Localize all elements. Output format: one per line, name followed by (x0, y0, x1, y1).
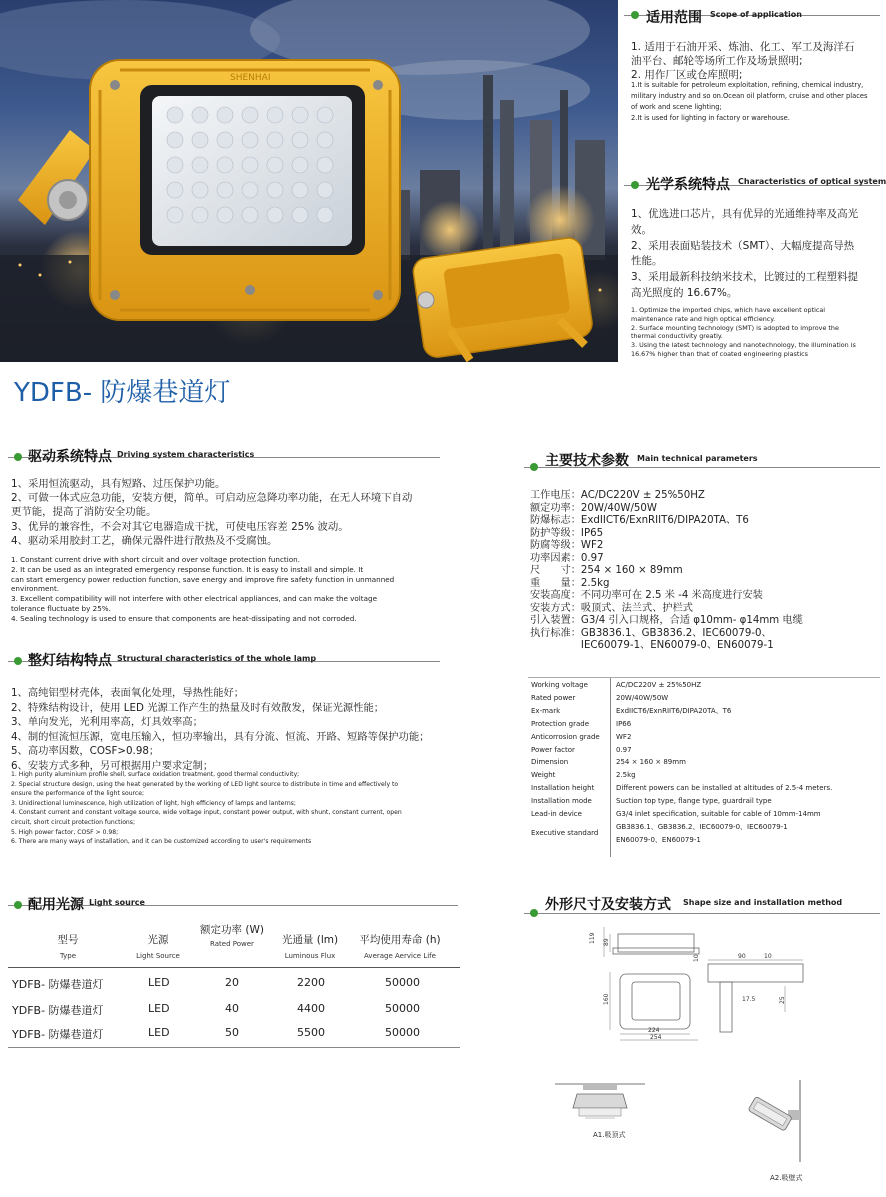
params-zh-line: 执行标准：GB3836.1、GB3836.2、IEC60079-0、 (530, 627, 772, 639)
params-zh-line: 防护等级：IP65 (530, 527, 604, 539)
structure-zh-line: 5、高功率因数，COSF>0.98； (11, 745, 160, 758)
dim-label: 90 (738, 953, 746, 960)
table-header-sub: Rated Power (210, 940, 254, 948)
driving-en-line: 2. It can be used as an integrated emergency response function. It is easy to install and simple. It (11, 564, 364, 574)
params-en-table (528, 677, 880, 857)
scope-en-line: 2.It is used for lighting in factory or warehouse. (631, 114, 790, 122)
param-value: AC/DC220V ± 25%50HZ (616, 681, 702, 689)
optical-en-line: 16.67% higher than that of coated engineering plastics (631, 349, 809, 358)
table-cell-source: LED (148, 976, 170, 989)
param-value: ExdIICT6/ExnRIIT6/DIPA20TA、T6 (616, 706, 732, 715)
params-zh-line: 安装高度：不同功率可在 2.5 米 -4 米高度进行安装 (530, 590, 763, 601)
dim-label: 254 (650, 1034, 662, 1041)
table-header-label: 额定功率 (W) (200, 924, 264, 936)
optical-zh-line: 效。 (631, 223, 652, 236)
light-source-title-en: Light source (89, 898, 145, 907)
structure-zh-line: 2、特殊结构设计，使用 LED 光源工作产生的热量及时有效散发，保证光源性能； (11, 701, 385, 714)
driving-title-en: Driving system characteristics (117, 450, 255, 459)
params-bullet-icon (530, 463, 538, 471)
optical-en-line: maintenance rate and high optical efficiency. (631, 314, 776, 323)
driving-zh-line: 更节能，提高了消防安全功能。 (11, 506, 157, 519)
wall-mount-drawing (740, 1080, 820, 1162)
table-row (8, 976, 460, 996)
params-title-en: Main technical parameters (637, 454, 758, 463)
structure-en-line: 3. Unidirectional luminescence, high utilization of light, high efficiency of lamps and lanterns; (11, 799, 296, 807)
shape-title: 外形尺寸及安装方式 (545, 897, 671, 913)
table-cell-power: 40 (225, 1002, 239, 1015)
driving-en-line: environment. (11, 584, 60, 594)
params-zh-line: 功率因素：0.97 (530, 552, 604, 564)
params-en-values (616, 679, 832, 847)
param-label: Protection grade (531, 719, 589, 728)
driving-en-line: can start emergency power reduction function, save energy and improve fire safety function in unmanned (11, 574, 395, 584)
hero-photo (0, 0, 618, 362)
optical-title: 光学系统特点 (646, 177, 730, 193)
table-bottom-divider (8, 1047, 460, 1048)
table-cell-life: 50000 (385, 1026, 420, 1039)
table-cell-flux: 2200 (297, 976, 325, 989)
table-header-sub: Light Source (136, 952, 180, 960)
params-en-divider (610, 677, 611, 857)
structure-en-text (11, 770, 402, 847)
table-header-type (28, 932, 108, 960)
structure-bullet-icon (14, 657, 22, 665)
table-cell-life: 50000 (385, 976, 420, 989)
params-zh-text (530, 490, 803, 653)
params-zh-line: 引入装置：G3/4 引入口规格，合适 φ10mm- φ14mm 电缆 (530, 615, 803, 626)
param-label: Working voltage (531, 681, 588, 689)
scope-en-line: 1.It is suitable for petroleum exploitation, refining, chemical industry, (631, 81, 864, 89)
optical-en-line: thermal conductivity greatly. (631, 332, 723, 341)
param-label: Lead-in device (531, 810, 582, 819)
shape-title-en: Shape size and installation method (683, 898, 843, 907)
table-cell-flux: 4400 (297, 1002, 325, 1015)
scope-zh-line: 1. 适用于石油开采、炼油、化工、军工及海洋石 (631, 41, 855, 53)
optical-zh-text (631, 207, 858, 302)
param-label: Installation mode (531, 797, 592, 806)
driving-en-line: 4. Sealing technology is used to ensure that components are heat-dissipating and not corroded. (11, 613, 357, 623)
dim-label: 10 (764, 953, 772, 960)
param-label: Weight (531, 771, 556, 780)
param-value: IP66 (616, 719, 632, 728)
table-header-sub: Type (59, 952, 77, 960)
params-zh-line: 安装方式：吸顶式、法兰式、护栏式 (530, 602, 693, 614)
table-header-sub: Luminous Flux (284, 952, 336, 960)
structure-en-line: 2. Special structure design, using the heat generated by the working of LED light source to distribute in time and effectively to (11, 780, 399, 788)
structure-title-en: Structural characteristics of the whole lamp (117, 654, 317, 663)
dim-label: 89 (603, 938, 610, 946)
table-header-label: 光源 (147, 934, 169, 946)
params-title: 主要技术参数 (545, 453, 629, 469)
param-value: GB3836.1、GB3836.2、IEC60079-0、IEC60079-1 (616, 822, 788, 831)
param-value: G3/4 inlet specification, suitable for cable of 10mm-14mm (616, 810, 821, 819)
optical-zh-line: 性能。 (631, 255, 663, 268)
structure-zh-line: 3、单向发光，光利用率高，灯具效率高； (11, 716, 203, 729)
driving-zh-text (11, 477, 412, 548)
params-zh-line: 防爆标志：ExdIICT6/ExnRIIT6/DIPA20TA、T6 (530, 515, 749, 526)
table-header-flux (270, 932, 350, 960)
structure-en-line: circuit, short circuit protection functions; (11, 818, 136, 826)
scope-title: 适用范围 (646, 10, 702, 26)
driving-title: 驱动系统特点 (28, 449, 112, 465)
param-value: 2.5kg (616, 771, 636, 780)
table-header-life (344, 932, 456, 960)
optical-en-line: 1. Optimize the imported chips, which have excellent optical (631, 306, 826, 314)
params-zh-line: 防腐等级：WF2 (530, 540, 604, 551)
dim-label: 17.5 (742, 996, 756, 1003)
structure-en-line: 1. High purity aluminium profile shell, surface oxidation treatment, good thermal conductivity; (11, 771, 300, 778)
scope-zh-text (631, 40, 881, 82)
structure-zh-line: 6、安装方式多种，另可根据用户要求定制； (11, 759, 214, 772)
params-zh-line: IEC60079-1、EN60079-0、EN60079-1 (530, 640, 774, 651)
dimension-drawing (580, 922, 820, 1042)
scope-zh-line: 2. 用作厂区或仓库照明; (631, 69, 743, 81)
scope-en-line: military industry and so on.Ocean oil platform, cruise and other places (631, 92, 868, 100)
param-label: Dimension (531, 758, 569, 767)
driving-zh-line: 2、可做一体式应急功能，安装方便，简单。可启动应急降功率功能，在无人环境下自动 (11, 492, 413, 505)
structure-en-line: 4. Constant current and constant voltage source, wide voltage input, constant power output, with shunt, constant current, open (11, 809, 402, 817)
light-source-title: 配用光源 (28, 897, 84, 913)
table-row (8, 1002, 460, 1022)
optical-zh-line: 高光照度的 16.67%。 (631, 286, 738, 299)
lamp-brand-text: SHENHAI (230, 73, 271, 83)
optical-title-en: Characteristics of optical system (738, 177, 886, 186)
param-value: Suction top type, flange type, guardrail type (616, 797, 772, 806)
table-cell-type: YDFB- 防爆巷道灯 (12, 978, 104, 991)
table-header-label: 型号 (57, 934, 79, 946)
product-title: YDFB- 防爆巷道灯 (14, 378, 231, 408)
table-header-sub: Average Aervice Life (364, 952, 436, 960)
table-header-label: 光通量 (lm) (281, 934, 339, 946)
table-cell-type: YDFB- 防爆巷道灯 (12, 1004, 104, 1017)
shape-bullet-icon (530, 909, 538, 917)
table-cell-source: LED (148, 1002, 170, 1015)
param-label: Rated power (531, 693, 576, 702)
table-header-power (188, 922, 276, 948)
table-header-divider (8, 967, 460, 968)
optical-zh-line: 3、采用最新科技纳米技术，比镀过的工程塑料提 (631, 271, 859, 284)
param-label: Power factor (531, 745, 575, 754)
driving-bullet-icon (14, 453, 22, 461)
table-cell-flux: 5500 (297, 1026, 325, 1039)
table-cell-power: 50 (225, 1026, 239, 1039)
optical-en-line: 3. Using the latest technology and nanotechnology, the illumination is (631, 341, 856, 350)
scope-en-line: of work and scene lighting; (631, 103, 722, 111)
structure-en-line: 6. There are many ways of installation, and it can be customized according to user's requirements (11, 838, 312, 846)
optical-en-line: 2. Surface mounting technology (SMT) is adopted to improve the (631, 323, 839, 332)
side-view-body (708, 964, 803, 982)
params-zh-line: 重 量：2.5kg (530, 577, 610, 589)
light-source-bullet-icon (14, 901, 22, 909)
scope-zh-line: 油平台、邮轮等场所工作及场景照明; (631, 55, 803, 67)
structure-en-line: 5. High power factor, COSF > 0.98; (11, 828, 119, 836)
dim-label: 160 (603, 993, 610, 1005)
driving-en-line: 1. Constant current drive with short circuit and over voltage protection function. (11, 555, 300, 564)
scope-title-en: Scope of application (710, 10, 802, 19)
optical-en-text (631, 306, 856, 359)
dim-label: 119 (589, 932, 596, 944)
dim-label: 224 (648, 1027, 660, 1034)
param-value: Different powers can be installed at altitudes of 2.5-4 meters. (616, 784, 833, 793)
dim-label: 25 (779, 996, 786, 1004)
structure-zh-line: 1、高纯铝型材壳体，表面氧化处理，导热性能好； (11, 687, 245, 699)
table-cell-type: YDFB- 防爆巷道灯 (12, 1028, 104, 1041)
caption-ceiling-mount: A1.吸顶式 (593, 1131, 626, 1139)
param-value: EN60079-0、EN60079-1 (616, 835, 701, 844)
param-value: WF2 (616, 732, 632, 741)
driving-en-line: tolerance fluctuate by 25%. (11, 603, 111, 613)
driving-zh-line: 4、驱动采用胶封工艺，确保元器件进行散热及不受腐蚀。 (11, 534, 278, 547)
table-row (8, 1026, 460, 1046)
table-cell-power: 20 (225, 976, 239, 989)
table-header-label: 平均使用寿命 (h) (359, 934, 441, 946)
refinery-illustration (0, 0, 618, 362)
table-cell-life: 50000 (385, 1002, 420, 1015)
param-label: Installation height (531, 784, 595, 793)
scope-en-text (631, 80, 868, 124)
param-value: 0.97 (616, 745, 632, 754)
driving-en-text (11, 555, 394, 624)
optical-bullet-icon (631, 181, 639, 189)
light-source-table (8, 920, 460, 1048)
param-label: Ex-mark (531, 706, 561, 715)
structure-zh-line: 4、制的恒流恒压源，宽电压输入，恒功率输出，具有分流、恒流、开路、短路等保护功能； (11, 730, 430, 743)
param-value: 254 × 160 × 89mm (616, 758, 686, 767)
driving-zh-line: 1、采用恒流驱动，具有短路、过压保护功能。 (11, 478, 226, 490)
structure-en-line: ensure the performance of the light source; (11, 790, 145, 798)
front-view-body (618, 934, 694, 952)
param-label: Anticorrosion grade (531, 732, 600, 741)
param-value: 20W/40W/50W (616, 693, 669, 702)
params-zh-line: 尺 寸：254 × 160 × 89mm (530, 565, 683, 576)
scope-bullet-icon (631, 11, 639, 19)
optical-zh-line: 2、采用表面贴装技术（SMT）、大幅度提高导热 (631, 239, 855, 252)
driving-en-line: 3. Excellent compatibility will not interfere with other electrical appliances, and can make the voltage (11, 594, 378, 604)
structure-zh-text (11, 686, 429, 774)
driving-zh-line: 3、优异的兼容性，不会对其它电器造成干扰，可使电压容差 25% 波动。 (11, 520, 349, 533)
params-en-labels (531, 679, 600, 840)
params-en-top-rule (528, 677, 880, 678)
params-zh-line: 额定功率：20W/40W/50W (530, 502, 657, 514)
table-cell-source: LED (148, 1026, 170, 1039)
optical-zh-line: 1、优选进口芯片，具有优异的光通维持率及高光 (631, 208, 859, 220)
table-header-source (118, 932, 198, 960)
dim-label: 10 (693, 954, 700, 962)
param-label: Executive standard (531, 828, 599, 837)
caption-wall-mount: A2.吸壁式 (770, 1174, 803, 1182)
structure-title: 整灯结构特点 (28, 653, 112, 669)
params-zh-line: 工作电压：AC/DC220V ± 25%50HZ (530, 490, 705, 501)
